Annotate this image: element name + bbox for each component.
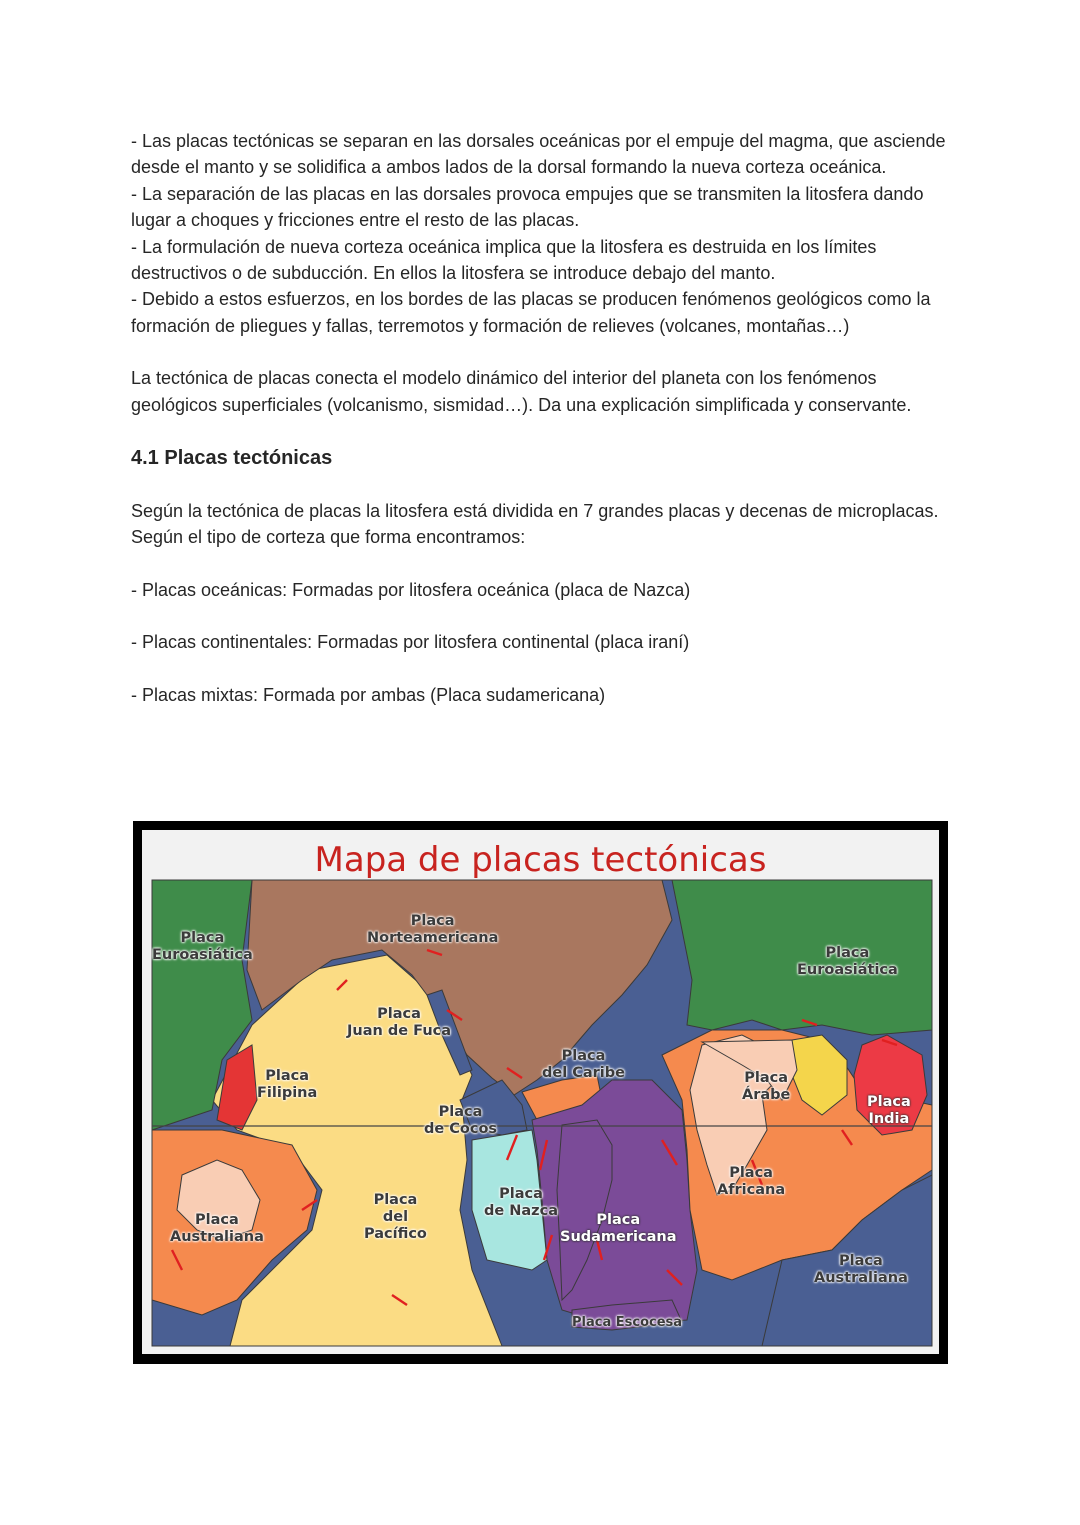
- label-filipina: Placa Filipina: [257, 1068, 318, 1101]
- label-sudamericana: Placa Sudamericana: [560, 1212, 677, 1245]
- label-australiana-west: Placa Australiana: [170, 1212, 264, 1245]
- plate-type-oceanic: - Placas oceánicas: Formadas por litosfera oceánica (placa de Nazca): [131, 579, 691, 600]
- plate-type-mixed: - Placas mixtas: Formada por ambas (Placa sudamericana): [131, 684, 606, 705]
- label-australiana-east: Placa Australiana: [814, 1253, 908, 1286]
- paragraph-empujes: - La separación de las placas en las dorsales provoca empujes que se transmiten la litosfera dando lugar a choques y fricciones entre el resto de las placas.: [131, 183, 924, 231]
- map-title: Mapa de placas tectónicas: [314, 840, 767, 880]
- label-escocesa: Placa Escocesa: [572, 1315, 683, 1330]
- label-cocos: Placa de Cocos: [424, 1104, 498, 1137]
- plate-type-continental: - Placas continentales: Formadas por litosfera continental (placa iraní): [131, 632, 690, 653]
- spacer: [131, 603, 961, 629]
- spacer: [131, 656, 961, 682]
- tectonic-map-frame: [133, 821, 948, 1364]
- label-euroasiatica-east: Placa Euroasiática: [797, 945, 898, 978]
- label-euroasiatica-west: Placa Euroasiática: [152, 930, 253, 963]
- label-arabe: Placa Árabe: [742, 1070, 791, 1103]
- paragraph-subduccion: - La formulación de nueva corteza oceánica implica que la litosfera es destruida en los límites destructivos o de subducción. En ellos la litosfera se introduce debajo del manto.: [131, 236, 877, 284]
- label-africana: Placa Africana: [717, 1165, 786, 1198]
- spacer: [131, 339, 961, 365]
- label-india: Placa India: [867, 1094, 911, 1127]
- label-caribe: Placa del Caribe: [542, 1048, 625, 1081]
- paragraph-separacion-dorsales: - Las placas tectónicas se separan en las dorsales oceánicas por el empuje del magma, que asciende desde el manto y se solidifica a ambos lados de la dorsal formando la nueva corteza oceánica.: [131, 131, 946, 178]
- spacer: [131, 472, 961, 498]
- section-intro: Según la tectónica de placas la litosfera está dividida en 7 grandes placas y decenas de microplacas. Según el tipo de corteza que forma encontramos:: [131, 501, 939, 548]
- paragraph-fenomenos: - Debido a estos esfuerzos, en los bordes de las placas se producen fenómenos geológicos como la formación de pliegues y fallas, terremotos y formación de relieves (volcanes, montañas…): [131, 289, 931, 336]
- spacer: [131, 418, 961, 444]
- tectonic-map: [142, 830, 939, 1354]
- paragraph-conclusion: La tectónica de placas conecta el modelo dinámico del interior del planeta con los fenómenos geológicos superficiales (volcanismo, sismidad…). Da una explicación simplificada y conservante.: [131, 368, 912, 415]
- label-norteamericana: Placa Norteamericana: [367, 913, 499, 946]
- document-body: [131, 128, 961, 708]
- label-juan-de-fuca: Placa Juan de Fuca: [347, 1006, 452, 1039]
- label-nazca: Placa de Nazca: [484, 1186, 559, 1219]
- label-pacifico: Placa del Pacífico: [364, 1192, 427, 1242]
- spacer: [131, 551, 961, 577]
- section-heading: 4.1 Placas tectónicas: [131, 447, 333, 470]
